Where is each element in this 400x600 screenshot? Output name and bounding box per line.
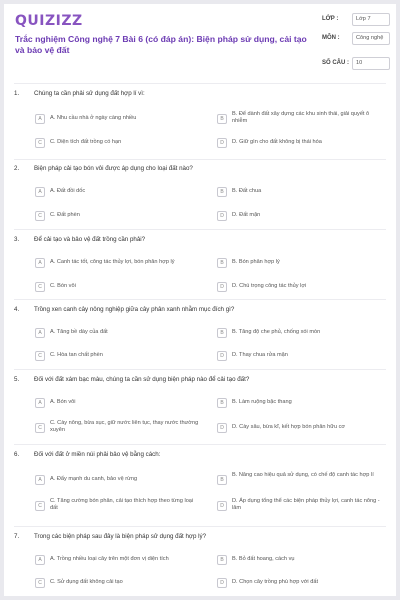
- option-text: B. Tăng độ che phủ, chống xói mòn: [232, 329, 321, 335]
- option-a[interactable]: [35, 475, 195, 489]
- option-letter: D: [217, 138, 227, 148]
- option-letter: D: [217, 578, 227, 588]
- worksheet-page: [4, 4, 396, 596]
- option-text: C. Đất phèn: [50, 212, 80, 218]
- option-text: A. Bón vôi: [50, 399, 76, 405]
- question-number: 2.: [14, 165, 20, 172]
- option-letter: B: [217, 114, 227, 124]
- question-number: 6.: [14, 451, 20, 458]
- option-letter: A: [35, 398, 45, 408]
- option-text: A. Trồng nhiều loại cây trên một đơn vị diện tích: [50, 556, 169, 562]
- option-b[interactable]: [217, 555, 377, 569]
- option-text: B. Để dành đất xây dựng các khu sinh thái, giải quyết ô nhiễm: [232, 111, 370, 125]
- question-text: Biện pháp cải tạo bón vôi được áp dụng cho loại đất nào?: [34, 165, 193, 172]
- option-text: B. Bỏ đất hoang, cách vụ: [232, 556, 295, 562]
- question-text: Chúng ta cần phải sử dụng đất hợp lí vì:: [34, 90, 145, 97]
- option-letter: C: [35, 282, 45, 292]
- meta-subject-value: Công nghệ: [352, 32, 390, 45]
- option-letter: B: [217, 328, 227, 338]
- option-text: D. Áp dụng tổng thể các biện pháp thủy lợi, canh tác nông - lâm: [232, 498, 380, 512]
- option-b[interactable]: [217, 258, 377, 272]
- option-d[interactable]: [217, 497, 380, 512]
- question-text: Đối với đất ở miền núi phải bảo vệ bằng cách:: [34, 451, 161, 458]
- option-text: D. Chọn cây trồng phù hợp với đất: [232, 579, 319, 585]
- option-text: D. Giữ gìn cho đất không bị thái hóa: [232, 139, 322, 145]
- meta-count-value: 10: [352, 57, 390, 70]
- option-text: D. Cày sâu, bừa kĩ, kết hợp bón phân hữu cơ: [232, 424, 346, 430]
- question-divider: [14, 229, 386, 230]
- option-text: A. Canh tác tốt, công tác thủy lợi, bón phân hợp lý: [50, 259, 175, 265]
- meta-subject-label: MÔN :: [322, 35, 340, 41]
- question-number: 1.: [14, 90, 20, 97]
- option-text: C. Tăng cường bón phân, cải tạo thích hợp theo từng loại đất: [50, 498, 194, 512]
- option-b[interactable]: [217, 187, 377, 201]
- option-d[interactable]: [217, 138, 377, 152]
- meta-class-label: LỚP :: [322, 16, 339, 22]
- option-letter: C: [35, 211, 45, 221]
- option-letter: A: [35, 328, 45, 338]
- option-c[interactable]: [35, 351, 195, 365]
- option-text: C. Hòa tan chất phèn: [50, 352, 103, 358]
- question-number: 5.: [14, 376, 20, 383]
- question-text: Đối với đất xám bạc màu, chúng ta cần sử dụng biện pháp nào để cải tạo đất?: [34, 376, 250, 383]
- question-divider: [14, 159, 386, 160]
- option-letter: A: [35, 187, 45, 197]
- option-a[interactable]: [35, 187, 195, 201]
- option-a[interactable]: [35, 328, 195, 342]
- question-divider: [14, 299, 386, 300]
- option-b[interactable]: [217, 328, 377, 342]
- option-letter: B: [217, 555, 227, 565]
- question-divider: [14, 444, 386, 445]
- option-d[interactable]: [217, 423, 377, 437]
- question-text: Trồng xen canh cây nông nghiệp giữa cây phân xanh nhằm mục đích gì?: [34, 306, 235, 313]
- option-d[interactable]: [217, 578, 377, 592]
- option-c[interactable]: [35, 419, 199, 434]
- option-letter: C: [35, 138, 45, 148]
- option-letter: B: [217, 187, 227, 197]
- option-letter: B: [217, 398, 227, 408]
- worksheet-title: Trắc nghiệm Công nghệ 7 Bài 6 (có đáp án): Biện pháp sử dụng, cải tạo và bảo vệ đất: [15, 34, 307, 55]
- option-text: B. Đất chua: [232, 188, 262, 194]
- option-letter: A: [35, 475, 45, 485]
- option-letter: C: [35, 351, 45, 361]
- option-letter: D: [217, 351, 227, 361]
- option-text: D. Chú trọng công tác thủy lợi: [232, 283, 307, 289]
- option-letter: A: [35, 555, 45, 565]
- option-letter: D: [217, 211, 227, 221]
- option-c[interactable]: [35, 138, 195, 152]
- option-c[interactable]: [35, 578, 195, 592]
- question-divider: [14, 369, 386, 370]
- meta-count-label: SỐ CÂU :: [322, 60, 349, 66]
- option-text: B. Bón phân hợp lý: [232, 259, 280, 265]
- option-letter: C: [35, 423, 45, 433]
- question-number: 4.: [14, 306, 20, 313]
- option-letter: C: [35, 501, 45, 511]
- option-b[interactable]: [217, 110, 377, 124]
- option-text: C. Cày nông, bừa sục, giữ nước liên tục, thay nước thường xuyên: [50, 420, 199, 434]
- quizizz-logo[interactable]: QUIZIZZ: [15, 13, 83, 29]
- option-d[interactable]: [217, 351, 377, 365]
- question-number: 7.: [14, 533, 20, 540]
- option-c[interactable]: [35, 282, 195, 296]
- question-text: Trong các biện pháp sau đây là biện pháp sử dụng đất hợp lý?: [34, 533, 207, 540]
- option-text: A. Đẩy mạnh du canh, bảo vệ rừng: [50, 476, 138, 482]
- option-c[interactable]: [35, 211, 195, 225]
- option-letter: D: [217, 423, 227, 433]
- option-text: B. Nâng cao hiệu quả sử dụng, có chế độ canh tác hợp lí: [232, 472, 374, 478]
- option-c[interactable]: [35, 497, 195, 511]
- option-text: A. Tăng bề dày của đất: [50, 329, 108, 335]
- option-letter: C: [35, 578, 45, 588]
- option-b[interactable]: [217, 471, 377, 485]
- option-text: A. Nhu cầu nhà ở ngày càng nhiều: [50, 115, 137, 121]
- meta-class-value: Lớp 7: [352, 13, 390, 26]
- option-d[interactable]: [217, 282, 377, 296]
- option-letter: B: [217, 258, 227, 268]
- option-text: B. Làm ruộng bậc thang: [232, 399, 292, 405]
- question-text: Để cải tạo và bảo vệ đất trồng cần phải?: [34, 236, 146, 243]
- option-text: C. Bón vôi: [50, 283, 76, 289]
- option-a[interactable]: [35, 555, 195, 569]
- option-text: A. Đất đồi dốc: [50, 188, 86, 194]
- question-number: 3.: [14, 236, 20, 243]
- option-d[interactable]: [217, 211, 377, 225]
- option-letter: D: [217, 501, 227, 511]
- option-b[interactable]: [217, 398, 377, 412]
- option-a[interactable]: [35, 114, 195, 128]
- worksheet-header: [4, 4, 396, 76]
- option-text: D. Thay chua rửa mặn: [232, 352, 288, 358]
- header-divider: [14, 83, 386, 84]
- question-divider: [14, 526, 386, 527]
- option-text: D. Đất mặn: [232, 212, 261, 218]
- option-letter: A: [35, 258, 45, 268]
- option-text: C. Diện tích đất trồng có hạn: [50, 139, 122, 145]
- option-letter: A: [35, 114, 45, 124]
- option-a[interactable]: [35, 398, 195, 412]
- option-a[interactable]: [35, 258, 195, 272]
- option-letter: B: [217, 475, 227, 485]
- option-letter: D: [217, 282, 227, 292]
- option-text: C. Sử dụng đất không cải tạo: [50, 579, 123, 585]
